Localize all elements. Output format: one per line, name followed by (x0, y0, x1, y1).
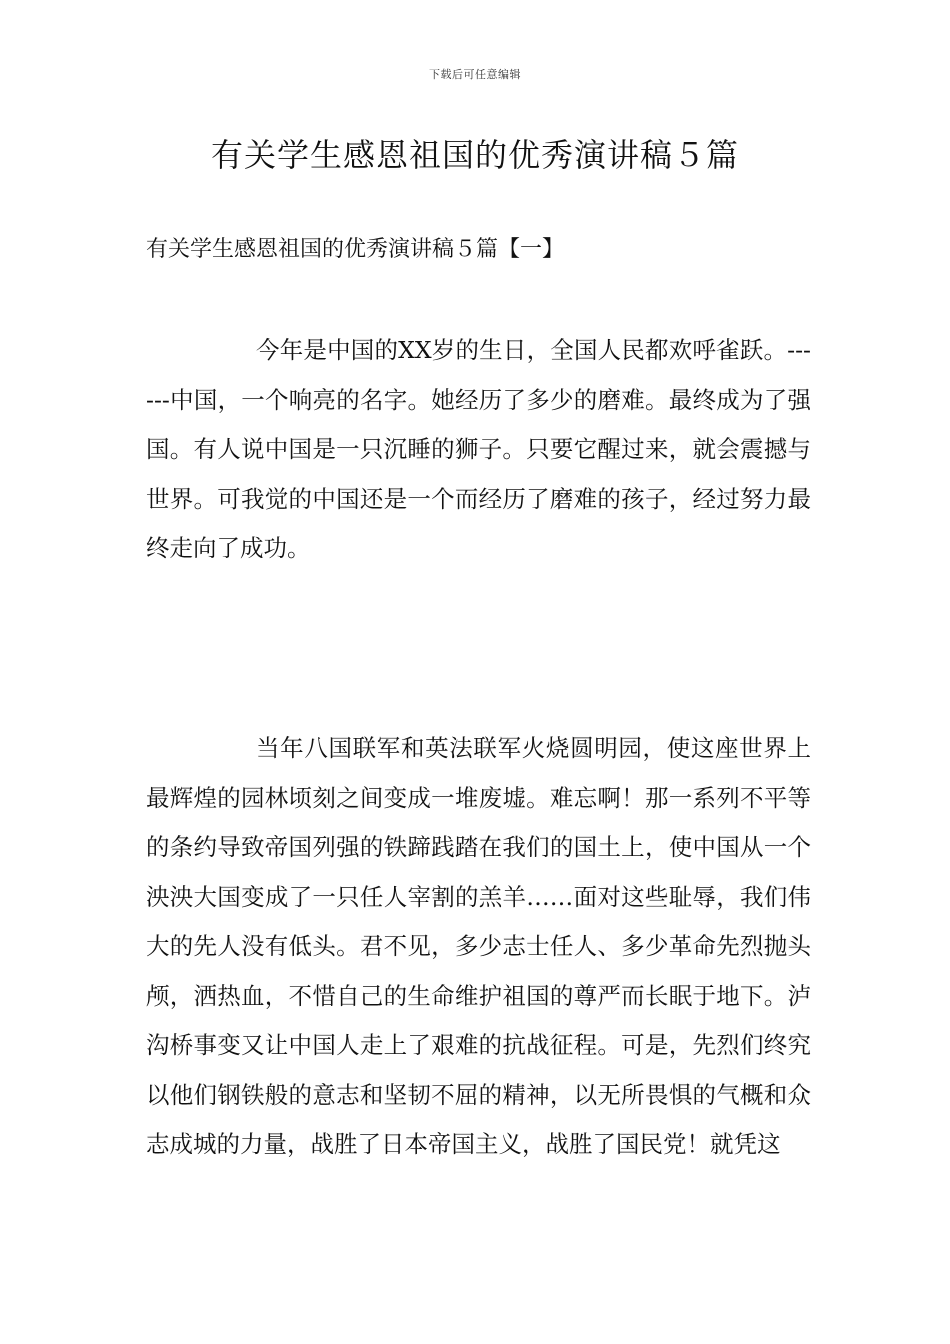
document-title: 有关学生感恩祖国的优秀演讲稿５篇 (210, 136, 739, 174)
section-heading: 有关学生感恩祖国的优秀演讲稿５篇【一】 (146, 237, 565, 262)
body-paragraph-1: 今年是中国的XX岁的生日，全国人民都欢呼雀跃。------中国，一个响亮的名字。她经历了多少的磨难。最终成为了强国。有人说中国是一只沉睡的狮子。只要它醒过来，就会震撼与世界。可我觉的中国还是一个而经历了磨难的孩子，经过努力最终走向了成功。 (146, 336, 811, 562)
body-paragraph-2: 当年八国联军和英法联军火烧圆明园，使这座世界上最辉煌的园林顷刻之间变成一堆废墟。难忘啊！那一系列不平等的条约导致帝国列强的铁蹄践踏在我们的国土上，使中国从一个泱泱大国变成了一只任人宰割的羔羊……面对这些耻辱，我们伟大的先人没有低头。君不见，多少志士任人、多少革命先烈抛头颅，洒热血，不惜自己的生命维护祖国的尊严而长眠于地下。泸沟桥事变又让中国人走上了艰难的抗战征程。可是，先烈们终究以他们钢铁般的意志和坚韧不屈的精神，以无所畏惧的气概和众志成城的力量，战胜了日本帝国主义，战胜了国民党！就凭这 (146, 734, 811, 1158)
header-note: 下载后可任意编辑 (429, 68, 521, 81)
